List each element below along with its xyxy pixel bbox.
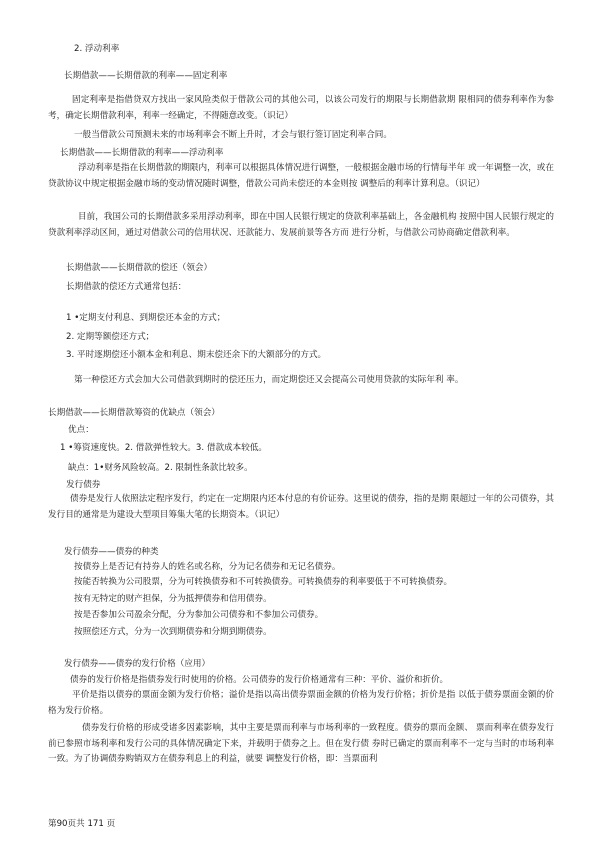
repayment-item-1: 1 •定期支付利息、到期偿还本金的方式； [66, 313, 226, 323]
paragraph-floating-rate-2: 目前，我国公司的长期借款多采用浮动利率，即在中国人民银行规定的贷款利率基础上，各金融机构 按照中国人民银行规定的贷款利率浮动区间，通过对借款公司的信用状况、还款能力、发展前景等各方而 进行分析，与借款公司协商确定借款利率。 [48, 212, 554, 238]
bond-type-item-1: 按债券上是否记有持券人的姓名或名称，分为记名债券和无记名债券。 [74, 562, 341, 572]
cons-text: 缺点：1•财务风险较高。2. 限制性条款比较多。 [68, 463, 253, 473]
pros-label: 优点： [68, 425, 94, 435]
paragraph-fixed-rate-2: 一般当借款公司预测未来的市场利率会不断上升时，才会与银行签订固定利率合同。 [74, 130, 392, 140]
bond-type-item-3: 按有无特定的财产担保，分为抵押债券和信用债券。 [74, 594, 272, 604]
page-footer: 第90页共 171 页 [48, 819, 116, 829]
heading-pros-cons: 长期借款——长期借款筹资的优缺点（领会） [48, 408, 220, 418]
section-title: 2. 浮动利率 [74, 44, 120, 54]
heading-bonds: 发行债券 [66, 480, 101, 490]
heading-floating-rate: 长期借款——长期借款的利率——浮动利率 [60, 148, 224, 158]
heading-bond-types: 发行债券——债券的种类 [64, 547, 159, 557]
repayment-item-2: 2. 定期等额偿还方式； [66, 332, 155, 342]
bond-type-item-4: 按是否参加公司盈余分配，分为参加公司债券和不参加公司债券。 [74, 610, 324, 620]
paragraph-fixed-rate-1: 固定利率是指借贷双方找出一家风险类似于借款公司的其他公司，以该公司发行的期限与长期借款期 限相同的债券利率作为参考，确定长期借款利率，利率一经确定，不得随意改变。（识记） [48, 95, 554, 121]
heading-bond-price: 发行债券——债券的发行价格（应用） [64, 659, 211, 669]
heading-repayment: 长期借款——长期借款的偿还（领会） [66, 263, 213, 273]
paragraph-bond-price-2: 平价是指以债券的票面金额为发行价格；溢价是指以高出债券票面金额的价格为发行价格；折价是指 以低于债券票面金额的价格为发行价格。 [48, 690, 554, 716]
repayment-intro: 长期借款的偿还方式通常包括： [66, 282, 187, 292]
paragraph-repayment: 第一种偿还方式会加大公司借款到期时的偿还压力，而定期偿还又会提高公司使用贷款的实际年利 率。 [74, 375, 464, 385]
bond-type-item-5: 按照偿还方式，分为一次到期债券和分期到期债券。 [74, 627, 272, 637]
paragraph-bond-price-1: 债券的发行价格是指债券发行时使用的价格。公司债券的发行价格通常有三种：平价、溢价和折价。 [70, 675, 449, 685]
repayment-item-3: 3. 平时逐期偿还小额本金和利息、期末偿还余下的大额部分的方式。 [66, 350, 327, 360]
heading-fixed-rate: 长期借款——长期借款的利率——固定利率 [64, 71, 228, 81]
pros-text: 1 •筹资速度快。2. 借款弹性较大。3. 借款成本较低。 [60, 443, 268, 453]
paragraph-bonds: 债券是发行人依照法定程序发行，约定在一定期限内还本付息的有价证券。这里说的债券，指的是期 限超过一年的公司债券，其发行目的通常是为建设大型项目筹集大笔的长期资本。（识记） [48, 494, 554, 520]
paragraph-floating-rate-1: 浮动利率是指在长期借款的期限内，利率可以根据具体情况进行调整，一般根据金融市场的行情每半年 或一年调整一次，或在贷款协议中规定根据金融市场的变动情况随时调整，借款公司尚未偿还的本金则按 调整后的利率计算利息。（识记） [48, 163, 554, 189]
bond-type-item-2: 按能否转换为公司股票，分为可转换债券和不可转换债券。可转换债券的利率要低于不可转换债券。 [74, 577, 453, 587]
paragraph-bond-price-3: 债券发行价格的形成受诸多因素影响，其中主要是票而利率与市场利率的一致程度。债券的票而金额、 票而利率在债券发行前已参照市场利率和发行公司的具体情况确定下来，并载明于债券之上。但在发行债 券时已确定的票而利率不一定与当时的市场利率一致。为了协调债券购销双方在债券利息上的利益，就要 调整发行价格，即：当票面利 [48, 723, 554, 764]
